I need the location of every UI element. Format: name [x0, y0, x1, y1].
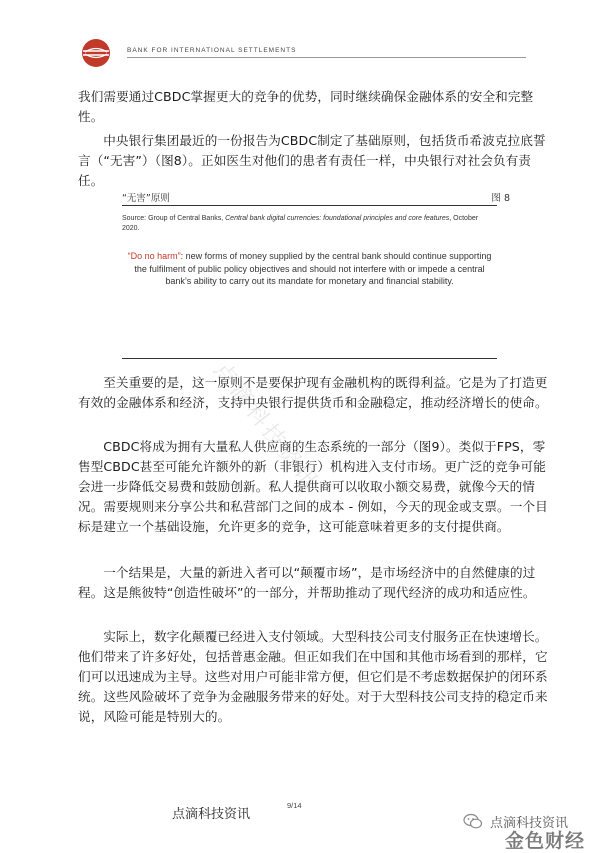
figure-quote	[122, 250, 497, 288]
paragraph-1: 我们需要通过CBDC掌握更大的竞争的优势，同时继续确保金融体系的安全和完整性。	[78, 89, 534, 124]
paragraph-2: 中央银行集团最近的一份报告为CBDC制定了基础原则，包括货币希波克拉底誓言（“无害”）（图8）。正如医生对他们的患者有责任一样，中央银行对社会负有责任。	[78, 133, 546, 188]
figure-source	[122, 214, 497, 234]
page-number: 9/14	[287, 801, 302, 810]
figure-title: “无害”原则	[122, 193, 170, 204]
source-title: Central bank digital currencies: foundational principles and core features	[225, 215, 450, 222]
footer-source: 点滴科技资讯	[172, 807, 251, 822]
quote-text: : new forms of money supplied by the central bank should continue supporting the fulfilment of public policy objectives and should not interfere with or impede a central bank’s ability to carry out its mandate for monetary and financial stability.	[134, 251, 492, 286]
organization-name: BANK FOR INTERNATIONAL SETTLEMENTS	[127, 47, 297, 54]
paragraph-4: CBDC将成为拥有大量私人供应商的生态系统的一部分（图9）。类似于FPS，零售型CBDC甚至可能允许额外的新（非银行）机构进入支付市场。更广泛的竞争可能会进一步降低交易费和鼓励创新。私人提供商可以收取小额交易费，就像今天的情况。需要规则来分享公共和私营部门之间的成本 - 例如，今天的现金或支票。一个目标是建立一个基础设施，允许更多的竞争，这可能意味着更多的支付提供商。	[78, 439, 548, 534]
paragraph-3: 至关重要的是，这一原则不是要保护现有金融机构的既得利益。它是为了打造更有效的金融体系和经济，支持中央银行提供货币和金融稳定，推动经济增长的使命。	[78, 375, 548, 410]
bis-logo	[81, 38, 111, 68]
figure-top-rule	[122, 205, 497, 206]
wechat-icon	[463, 813, 483, 830]
paragraph-5: 一个结果是，大量的新进入者可以“颠覆市场”，是市场经济中的自然健康的过程。这是熊彼特“创造性破坏”的一部分，并帮助推动了现代经济的成功和适应性。	[78, 565, 536, 600]
footer-brand: 点滴科技资讯	[490, 816, 569, 831]
figure-number: 图 8	[491, 193, 510, 204]
paragraph-6: 实际上，数字化颠覆已经进入支付领域。大型科技公司支付服务正在快速增长。他们带来了许多好处，包括普惠金融。但正如我们在中国和其他市场看到的那样，它们可以迅速成为主导。这些对用户可能非常方便，但它们是不考虑数据保护的闭环系统。这些风险破坏了竞争为金融服务带来的好处。对于大型科技公司支持的稳定币来说，风险可能是特别大的。	[78, 629, 548, 724]
jinse-logo: 金色财经	[505, 830, 586, 852]
figure-bottom-rule	[122, 358, 497, 359]
source-suffix: , October 2020.	[122, 215, 479, 232]
watermark: 点滴科技资讯	[208, 358, 325, 497]
source-prefix: Source: Group of Central Banks,	[122, 215, 224, 222]
quote-label: “Do no harm”	[127, 251, 181, 261]
header-divider	[127, 57, 526, 58]
